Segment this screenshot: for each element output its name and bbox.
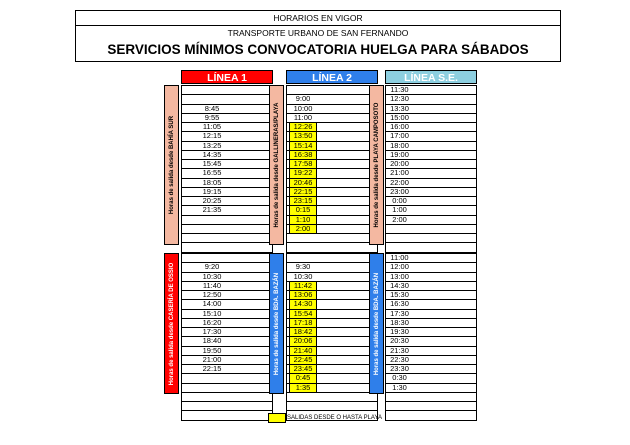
table-row — [182, 169, 272, 178]
departure-time — [387, 393, 412, 401]
table-row — [182, 384, 272, 393]
table-row — [287, 402, 377, 411]
departure-time: 15:30 — [390, 290, 409, 299]
departure-time — [387, 411, 412, 419]
departure-time: 18:05 — [202, 177, 222, 187]
departure-time: 11:30 — [390, 85, 409, 94]
table-row — [182, 337, 272, 346]
departure-time: 1:30 — [392, 382, 407, 392]
stop-band-1-top — [164, 85, 179, 245]
departure-time: 20:30 — [390, 336, 409, 346]
departure-time — [184, 384, 240, 392]
table-row — [182, 365, 272, 374]
departure-time — [387, 402, 412, 410]
departure-time: 17:00 — [390, 131, 409, 141]
departure-time — [184, 411, 240, 419]
table-row — [182, 142, 272, 151]
departure-time: 9:20 — [204, 262, 220, 272]
table-row — [287, 384, 377, 393]
table-row — [182, 273, 272, 282]
departure-grid-3-top — [385, 85, 477, 253]
departure-time: 22:30 — [390, 354, 409, 364]
departure-time: 20:00 — [390, 159, 409, 168]
departure-time: 0:30 — [392, 373, 407, 383]
departure-time — [184, 393, 240, 401]
table-row — [182, 243, 272, 252]
table-row — [182, 123, 272, 132]
table-row — [386, 225, 476, 234]
departure-time: 0:15 — [289, 206, 317, 214]
departure-time: 11:42 — [289, 282, 317, 290]
departure-time: 19:00 — [390, 149, 409, 159]
departure-grid-2-top — [286, 85, 378, 253]
stop-band-label: Horas de salida desde GALLINERAS/PLAYA — [273, 102, 280, 228]
table-row — [182, 197, 272, 206]
table-row — [182, 225, 272, 234]
table-row — [182, 234, 272, 243]
departure-time — [184, 225, 240, 233]
departure-time: 20:46 — [289, 179, 317, 187]
stop-band-label: Horas de salida desde BDA. BAZÁN — [273, 272, 280, 375]
line-header-2: LÍNEA 2 — [286, 70, 378, 84]
table-row — [386, 402, 476, 411]
table-row — [182, 291, 272, 300]
departure-time: 23:15 — [289, 197, 317, 205]
departure-time — [289, 393, 317, 401]
departure-grid-3-bottom — [385, 253, 477, 421]
departure-time: 1:35 — [289, 384, 317, 392]
table-row — [386, 384, 476, 393]
table-row — [287, 225, 377, 234]
departure-time: 21:35 — [202, 205, 222, 215]
departure-time: 19:22 — [289, 169, 317, 177]
legend-label: SALIDAS DESDE O HASTA PLAYA — [287, 415, 383, 421]
departure-time: 15:14 — [289, 142, 317, 150]
table-row — [386, 234, 476, 243]
departure-time: 12:50 — [202, 290, 222, 299]
table-row — [386, 393, 476, 402]
departure-time — [387, 225, 412, 233]
departure-time: 9:55 — [204, 112, 220, 122]
departure-time — [289, 234, 317, 242]
departure-time: 19:15 — [202, 186, 222, 196]
departure-time: 17:18 — [289, 319, 317, 327]
table-row — [386, 411, 476, 420]
table-row — [182, 263, 272, 272]
stop-band-label: Horas de salida desde BDA. BAZÁN — [373, 272, 380, 375]
table-row — [182, 402, 272, 411]
table-row — [182, 160, 272, 169]
table-row — [182, 356, 272, 365]
header-box — [75, 10, 561, 62]
departure-time: 1:10 — [289, 216, 317, 224]
departure-time — [184, 86, 240, 94]
departure-time: 17:30 — [390, 308, 409, 318]
departure-time: 22:00 — [390, 177, 409, 187]
departure-time: 23:45 — [289, 365, 317, 373]
departure-time: 15:45 — [202, 159, 222, 168]
departure-time: 10:00 — [293, 103, 313, 113]
departure-time — [289, 86, 317, 94]
departure-time: 2:00 — [392, 214, 407, 224]
departure-time — [289, 254, 317, 262]
departure-time: 1:00 — [392, 205, 407, 215]
table-row — [182, 151, 272, 160]
departure-time: 11:00 — [293, 112, 313, 122]
departure-time: 23:00 — [390, 186, 409, 196]
table-row — [182, 282, 272, 291]
departure-time — [387, 234, 412, 242]
departure-time: 9:00 — [295, 94, 311, 104]
departure-time: 0:45 — [289, 374, 317, 382]
table-row — [182, 411, 272, 420]
departure-time: 0:00 — [392, 196, 407, 205]
departure-time: 13:25 — [202, 140, 222, 150]
table-row — [386, 243, 476, 252]
departure-time: 22:15 — [289, 188, 317, 196]
legend-swatch — [268, 413, 286, 423]
table-row — [182, 216, 272, 225]
table-row — [182, 310, 272, 319]
stop-band-3-top — [369, 85, 384, 245]
departure-time: 13:06 — [289, 291, 317, 299]
departure-time: 2:00 — [289, 225, 317, 233]
stop-band-3-bottom — [369, 253, 384, 394]
departure-time — [184, 216, 240, 224]
departure-time: 13:00 — [390, 271, 409, 281]
table-row — [386, 216, 476, 225]
header-company: TRANSPORTE URBANO DE SAN FERNANDO — [227, 28, 409, 38]
departure-time: 20:06 — [289, 337, 317, 345]
departure-time: 10:30 — [293, 271, 313, 281]
departure-time — [289, 243, 317, 251]
departure-time: 21:00 — [390, 168, 409, 178]
stop-band-1-bottom — [164, 253, 179, 394]
departure-time: 22:45 — [289, 356, 317, 364]
departure-time: 15:54 — [289, 310, 317, 318]
departure-time: 17:58 — [289, 160, 317, 168]
stop-band-2-top — [269, 85, 284, 245]
table-row — [287, 243, 377, 252]
line-header-1: LÍNEA 1 — [181, 70, 273, 84]
table-row — [182, 132, 272, 141]
departure-time: 15:00 — [390, 112, 409, 122]
table-row — [182, 86, 272, 95]
table-row — [182, 328, 272, 337]
departure-time: 14:30 — [289, 300, 317, 308]
departure-time: 9:30 — [295, 262, 311, 272]
departure-time: 18:42 — [289, 328, 317, 336]
page-title: SERVICIOS MÍNIMOS CONVOCATORIA HUELGA PARA SÁBADOS — [107, 42, 529, 57]
table-row — [182, 188, 272, 197]
departure-time: 13:30 — [390, 103, 409, 113]
departure-time: 16:55 — [202, 168, 222, 178]
departure-time: 23:30 — [390, 364, 409, 373]
table-row — [287, 234, 377, 243]
departure-time: 16:20 — [202, 317, 222, 327]
table-row — [182, 179, 272, 188]
departure-time — [184, 234, 240, 242]
departure-time — [387, 243, 412, 251]
departure-time: 12:26 — [289, 123, 317, 131]
departure-time: 15:10 — [202, 308, 222, 318]
departure-time — [184, 374, 240, 382]
departure-time: 14:35 — [202, 149, 222, 159]
departure-grid-1-top — [181, 85, 273, 253]
stop-band-label: Horas de salida desde CASERÍA DE OSSIO — [168, 262, 175, 385]
departure-time — [184, 254, 240, 262]
departure-time: 14:30 — [390, 280, 409, 290]
departure-time: 21:00 — [202, 354, 222, 364]
table-row — [182, 374, 272, 383]
table-row — [182, 105, 272, 114]
departure-time: 16:38 — [289, 151, 317, 159]
departure-time: 12:30 — [390, 94, 409, 104]
table-row — [182, 95, 272, 104]
departure-time: 17:30 — [202, 327, 222, 336]
table-row — [287, 393, 377, 402]
departure-time: 16:30 — [390, 299, 409, 309]
departure-time — [184, 243, 240, 251]
departure-time: 18:00 — [390, 140, 409, 150]
departure-time: 12:00 — [390, 262, 409, 272]
departure-time: 8:45 — [204, 103, 220, 113]
departure-time: 18:30 — [390, 317, 409, 327]
header-status: HORARIOS EN VIGOR — [76, 11, 560, 26]
departure-grid-1-bottom — [181, 253, 273, 421]
departure-time — [184, 402, 240, 410]
departure-time: 10:30 — [202, 271, 222, 281]
stop-band-2-bottom — [269, 253, 284, 394]
departure-time: 19:50 — [202, 345, 222, 355]
departure-time — [289, 402, 317, 410]
line-header-3: LÍNEA S.E. PLAYA — [385, 70, 477, 84]
stop-band-label: Horas de salida desde PLAYA CAMPOSOTO — [373, 102, 380, 228]
departure-time: 18:40 — [202, 336, 222, 346]
departure-grid-2-bottom — [286, 253, 378, 421]
table-row — [182, 114, 272, 123]
departure-time: 11:40 — [202, 280, 222, 290]
table-row — [182, 206, 272, 215]
departure-time: 14:00 — [202, 299, 222, 309]
departure-time: 20:25 — [202, 196, 222, 205]
table-row — [182, 254, 272, 263]
table-row — [182, 393, 272, 402]
departure-time: 11:05 — [202, 122, 222, 131]
departure-time — [184, 95, 240, 103]
table-row — [182, 319, 272, 328]
departure-time: 11:00 — [390, 253, 409, 262]
departure-time: 21:40 — [289, 347, 317, 355]
departure-time: 16:00 — [390, 122, 409, 131]
departure-time: 19:30 — [390, 327, 409, 336]
departure-time: 22:15 — [202, 364, 222, 373]
stop-band-label: Horas de salida desde BAHÍA SUR — [168, 115, 175, 215]
departure-time: 13:50 — [289, 132, 317, 140]
table-row — [182, 300, 272, 309]
table-row — [182, 347, 272, 356]
departure-time: 21:30 — [390, 345, 409, 355]
departure-time: 12:15 — [202, 131, 222, 141]
